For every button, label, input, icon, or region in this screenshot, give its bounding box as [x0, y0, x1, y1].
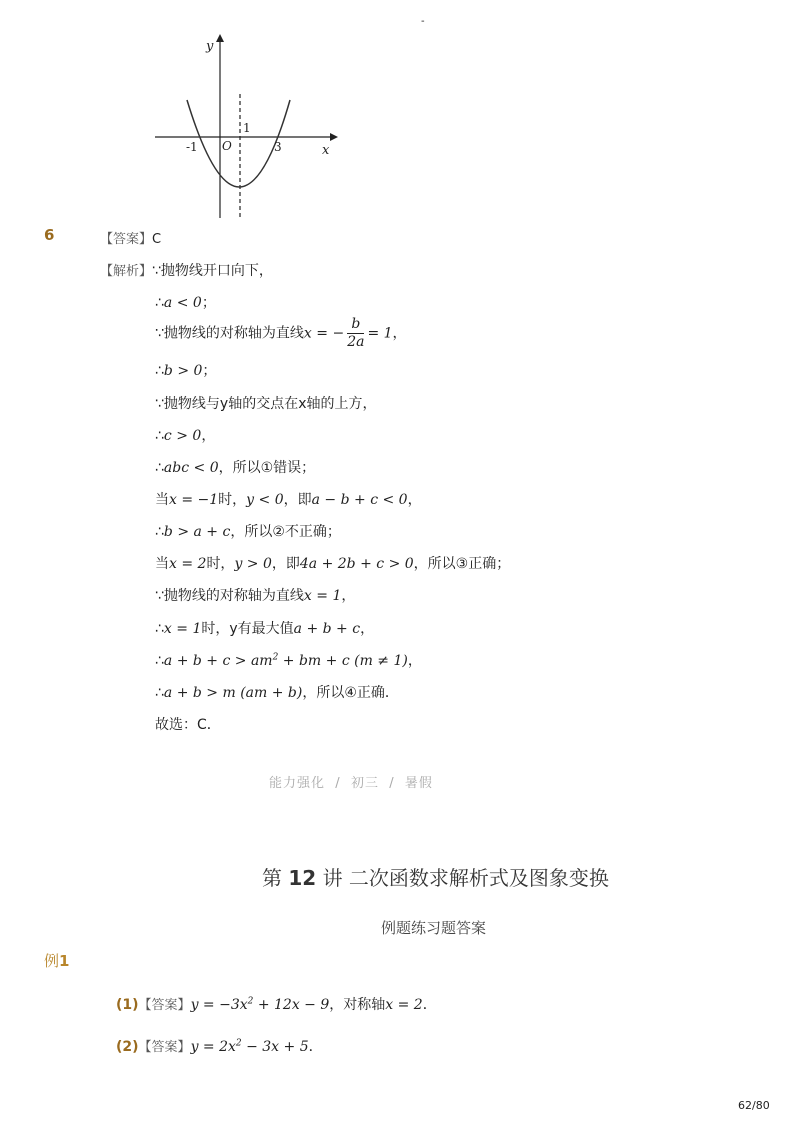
x-axis-arrow	[330, 133, 338, 141]
answer-tag: 【答案】	[100, 232, 153, 247]
graph-origin-label: O	[222, 139, 232, 153]
graph-x-label: x	[322, 143, 330, 158]
lesson-subtitle: 例题练习题答案	[381, 919, 487, 937]
answer-line	[100, 228, 161, 247]
answer-value: C	[152, 232, 162, 247]
analysis-line-3: ∵抛物线的对称轴为直线x = − $\frac{b}{2a}$ = 1，	[155, 316, 407, 350]
analysis-line-13: ∴a + $b + c > am^2$ + bm + c (m ≠ 1)，	[155, 652, 422, 669]
graph-y-label: y	[206, 39, 214, 54]
analysis-line-1	[100, 260, 273, 280]
y-axis-arrow	[216, 34, 224, 42]
graph-tick-1: 1	[243, 121, 251, 135]
analysis-line-11: ∵抛物线的对称轴为直线x = 1，	[155, 588, 356, 604]
example-label: 例1	[44, 952, 70, 970]
fraction: $\frac{b}{2a}$	[347, 316, 365, 350]
analysis-line-7: ∴abc < 0，所以①错误；	[155, 460, 316, 476]
analysis-line-4: ∴b > 0；	[155, 363, 217, 379]
math-expr: c > 0	[163, 428, 202, 444]
parabola-graph	[150, 32, 340, 224]
analysis-line-14: ∴a + b > m (am + b)，所以④正确．	[155, 685, 399, 701]
graph-tick-neg1: -1	[186, 140, 198, 154]
math-expr: b > 0	[163, 363, 203, 379]
math-expr: abc < 0	[163, 460, 219, 476]
analysis-line-2: ∴a < 0；	[155, 295, 216, 311]
analysis-line-9: ∴b > a + c，所以②不正确；	[155, 524, 341, 540]
analysis-line-15: 故选：C．	[155, 717, 221, 733]
analysis-line-10: 当x = 2时，y > 0，即4a + 2b + c > 0，所以③正确；	[155, 556, 511, 572]
example-answer-2: (2)【答案】$y = 2x^2 - 3x + 5$．	[116, 1038, 323, 1055]
page-number: 62/80	[738, 1099, 770, 1112]
section-footer-tag: 能力强化 / 初三 / 暑假	[269, 776, 433, 791]
analysis-line-8: 当x = −1时，y < 0，即a − b + c < 0，	[155, 492, 422, 508]
example-answer-1: (1)【答案】$y = -3x^2 + 12x - 9$，对称轴x = 2．	[116, 996, 437, 1013]
lesson-title: 第 12 讲 二次函数求解析式及图象变换	[262, 866, 609, 890]
analysis-line-6: ∴c > 0，	[155, 428, 216, 444]
question-number: 6	[44, 226, 55, 244]
analysis-line-5: ∵抛物线与y轴的交点在x轴的上方，	[155, 396, 377, 412]
analysis-text: ∵抛物线开口向下，	[152, 263, 273, 279]
analysis-line-12: ∴x = 1时，y有最大值a + b + c，	[155, 621, 375, 637]
math-expr: a < 0	[163, 295, 202, 311]
graph-tick-3: 3	[274, 140, 282, 154]
math-expr: x = −	[303, 325, 345, 342]
top-mark: -	[421, 16, 425, 27]
analysis-tag: 【解析】	[100, 264, 153, 279]
